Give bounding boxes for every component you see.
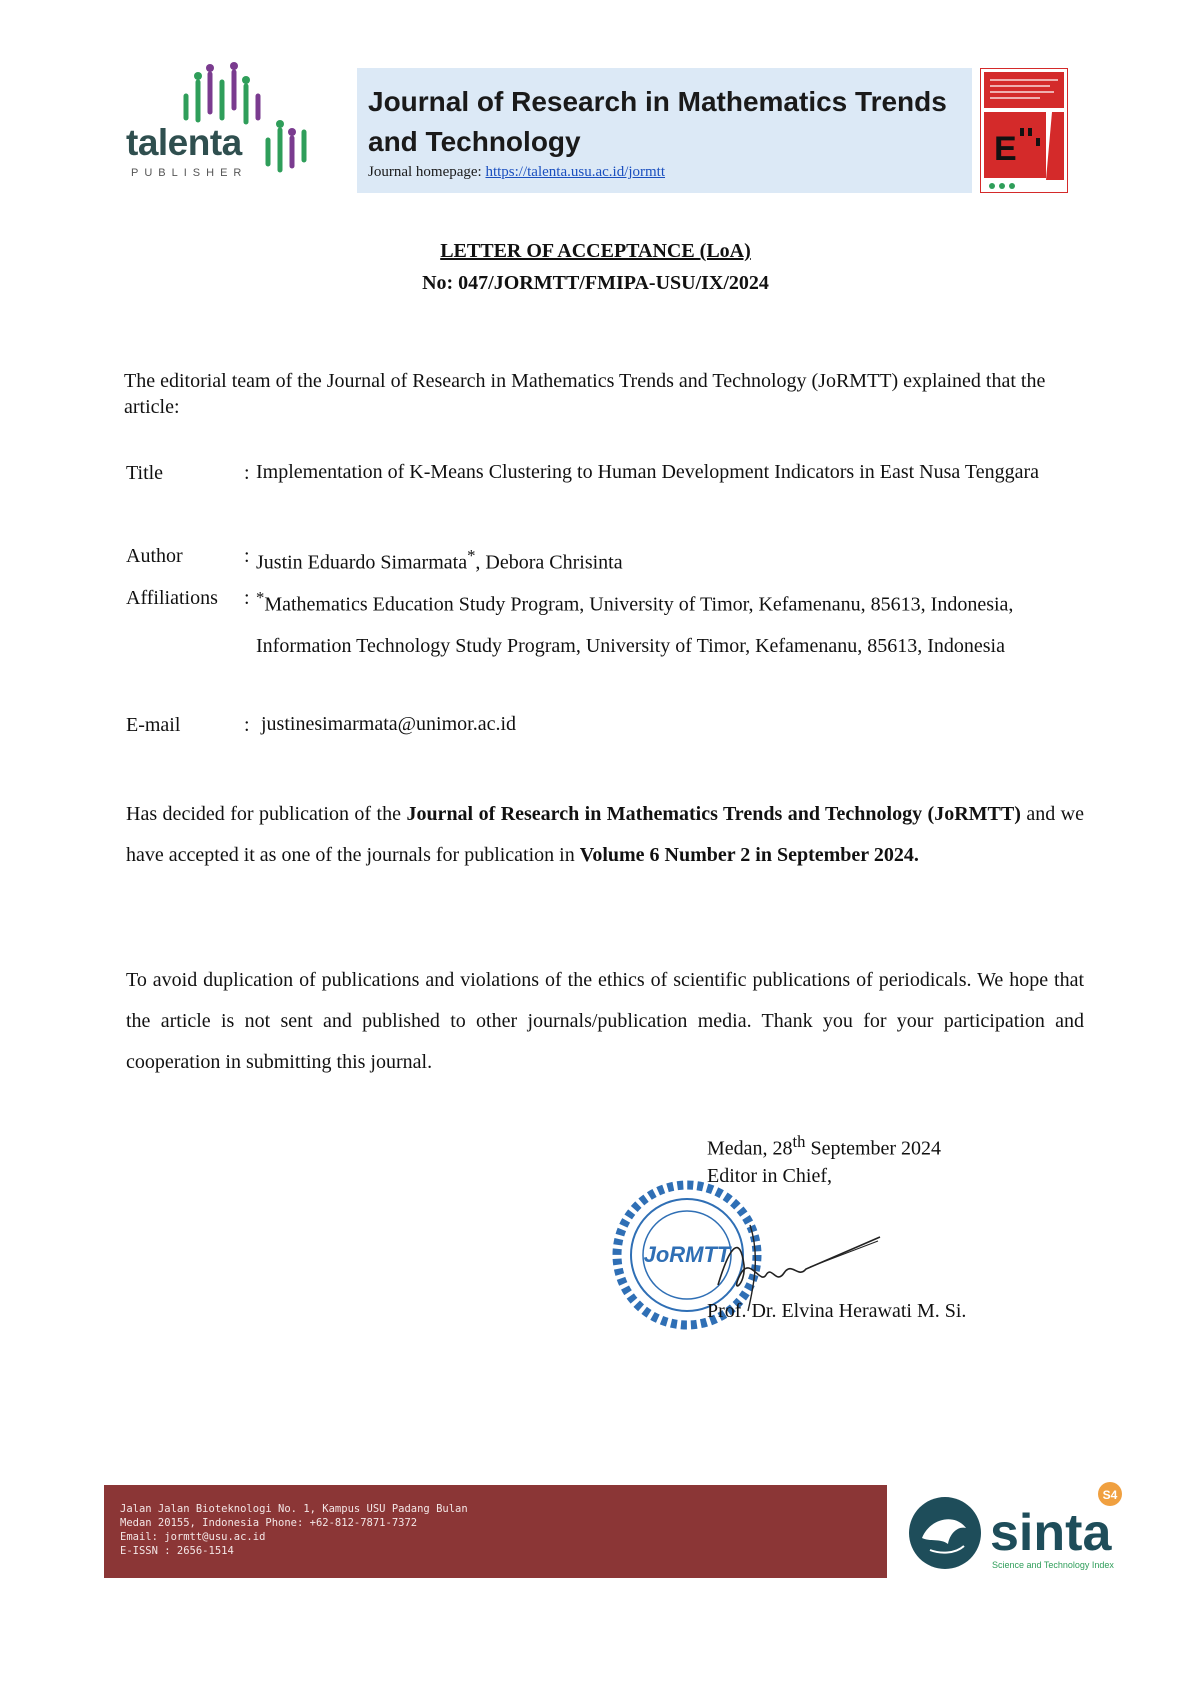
title-colon: : xyxy=(244,462,250,484)
footer-email: Email: jormtt@usu.ac.id xyxy=(120,1531,266,1543)
intro-paragraph: The editorial team of the Journal of Research in Mathematics Trends and Technology (JoRMTT) explained that the article: xyxy=(124,370,1046,418)
sinta-tagline: Science and Technology Index xyxy=(992,1560,1114,1570)
place-date-pre: Medan, 28 xyxy=(707,1137,793,1160)
title-label: Title xyxy=(126,462,164,484)
decision-mid: and we have accepted it as one of the journals for publication in xyxy=(126,803,1084,866)
decision-journal: Journal of Research in Mathematics Trends and Technology (JoRMTT) xyxy=(406,803,1021,825)
affiliations-colon: : xyxy=(244,587,250,609)
author-mark: * xyxy=(467,546,476,565)
place-date xyxy=(707,1128,941,1163)
publisher-name: talenta xyxy=(126,122,242,163)
affiliation-text: Mathematics Education Study Program, University of Timor, Kefamenanu, 85613, Indonesia, Information Technology Study Program, University of Timor, Kefamenanu, 85613, Indonesia xyxy=(256,593,1014,657)
affiliation-mark: * xyxy=(256,588,265,607)
footer-address xyxy=(120,1502,468,1558)
author-name-1: Justin Eduardo Simarmata xyxy=(256,551,468,574)
decision-pre: Has decided for publication of the xyxy=(126,803,407,825)
affiliations-value xyxy=(256,577,1076,667)
sinta-logo xyxy=(900,1478,1130,1578)
decision-paragraph xyxy=(126,794,1084,876)
address-line-2: Medan 20155, Indonesia Phone: +62-812-7871-7372 xyxy=(120,1517,418,1529)
decision-volume: Volume 6 Number 2 in September 2024. xyxy=(579,844,919,866)
place-date-post: September 2024 xyxy=(805,1137,942,1160)
place-date-sup: th xyxy=(792,1132,806,1151)
email-label: E-mail xyxy=(126,714,181,736)
author-label: Author xyxy=(126,545,183,567)
affiliations-label: Affiliations xyxy=(126,587,218,609)
title-value: Implementation of K-Means Clustering to Human Development Indicators in East Nusa Tenggara xyxy=(256,461,1040,483)
journal-cover-thumbnail xyxy=(980,68,1068,193)
letter-number: No: 047/JORMTT/FMIPA-USU/IX/2024 xyxy=(422,272,769,294)
letter-title: LETTER OF ACCEPTANCE (LoA) xyxy=(440,240,751,262)
editor-name: Prof. Dr. Elvina Herawati M. Si. xyxy=(707,1300,967,1322)
journal-homepage xyxy=(368,164,665,181)
homepage-label: Journal homepage: xyxy=(368,164,486,180)
address-line-1: Jalan Jalan Bioteknologi No. 1, Kampus USU Padang Bulan xyxy=(120,1503,468,1515)
svg-text:E: E xyxy=(994,130,1017,168)
homepage-link[interactable]: https://talenta.usu.ac.id/jormtt xyxy=(485,164,666,180)
sinta-wordmark: sinta xyxy=(990,1504,1112,1562)
seal-text: JoRMTT xyxy=(643,1242,731,1267)
email-value: justinesimarmata@unimor.ac.id xyxy=(261,713,517,735)
author-colon: : xyxy=(244,545,250,567)
editor-role: Editor in Chief, xyxy=(707,1164,832,1187)
closing-paragraph: To avoid duplication of publications and violations of the ethics of scientific publications of periodicals. We hope that the article is not sent and published to other journals/publication media. Thank you for your participation and cooperation in submitting this journal. xyxy=(126,969,1084,1073)
journal-title: Journal of Research in Mathematics Trends and Technology xyxy=(368,86,947,157)
email-colon: : xyxy=(244,714,250,736)
author-rest: , Debora Chrisinta xyxy=(475,551,623,574)
footer-issn: E-ISSN : 2656-1514 xyxy=(120,1545,234,1557)
publisher-subtitle: PUBLISHER xyxy=(131,167,248,179)
sinta-rank-badge: S4 xyxy=(1102,1488,1118,1502)
